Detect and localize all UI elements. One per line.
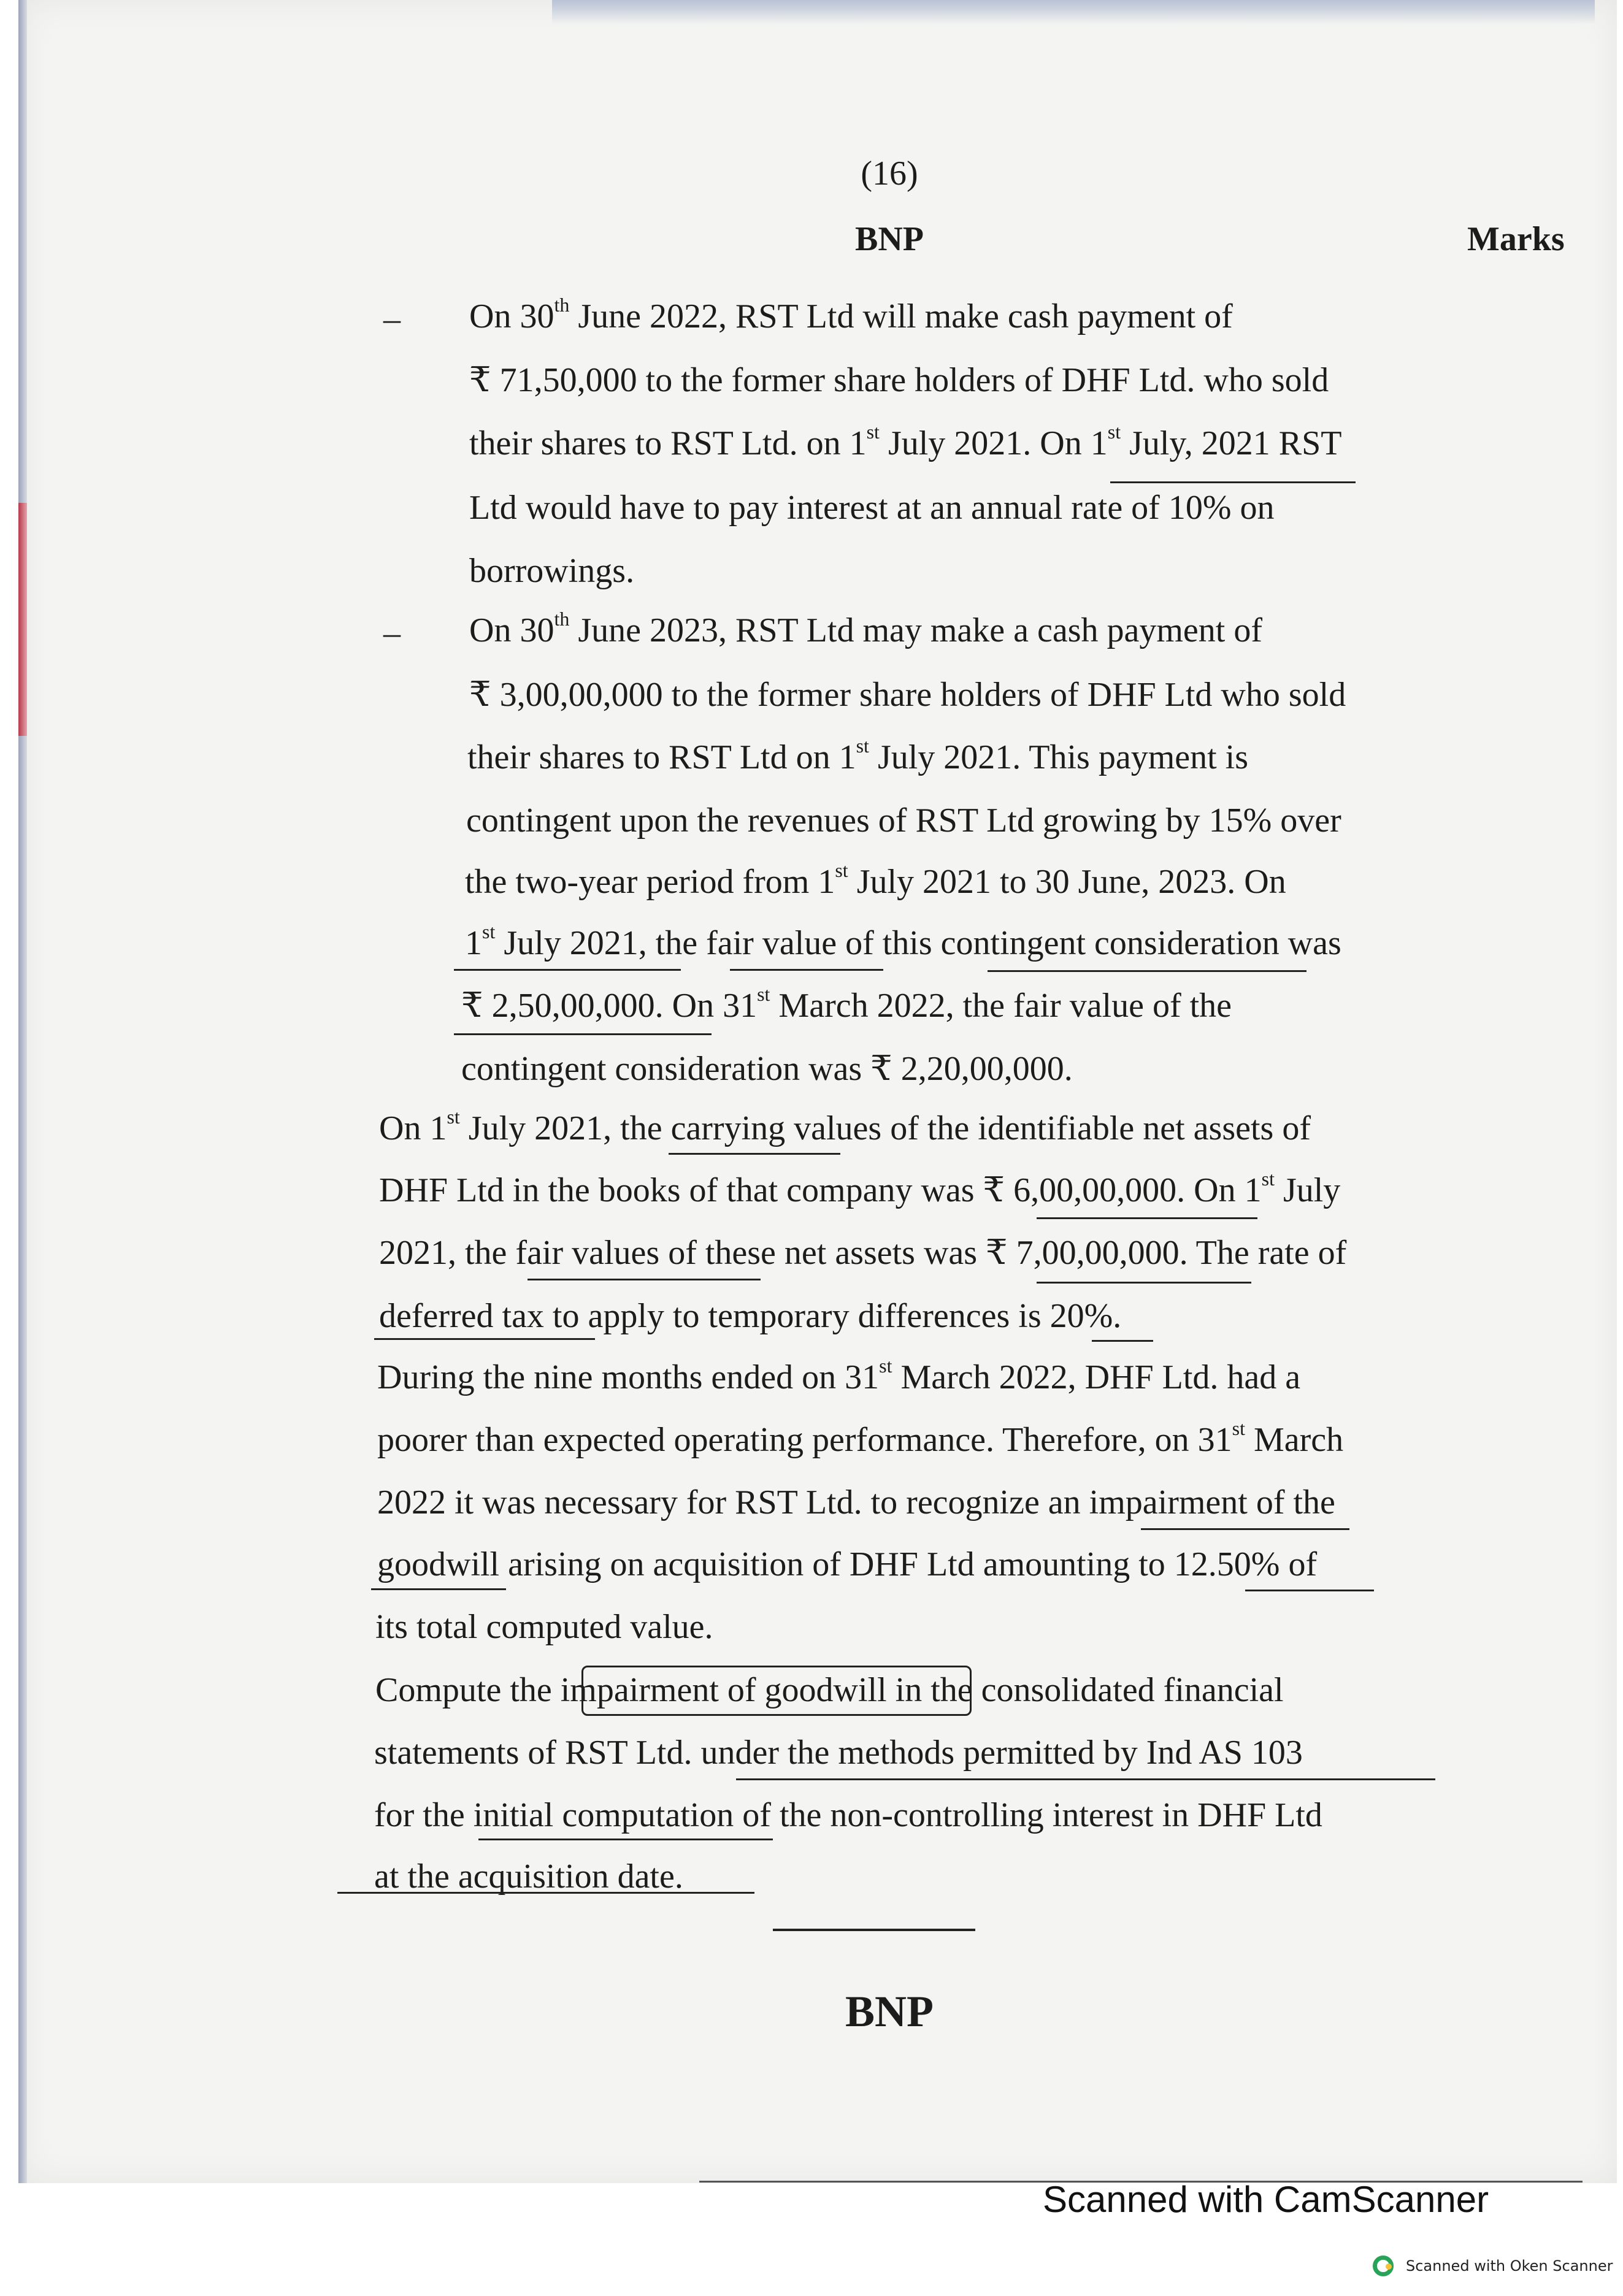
underline-1st-july [454,969,681,971]
underline-july-2021 [1110,481,1356,483]
bullet2-line3: their shares to RST Ltd on 1st July 2021. This payment is [467,735,1249,776]
underline-deferred-tax [374,1338,595,1340]
handwritten-box [581,1666,972,1716]
underline-impairment [1141,1528,1349,1530]
underline-methods-ind-as-103 [736,1778,1435,1780]
footer-code: BNP [845,1987,934,2036]
oken-logo-icon [1373,2256,1394,2276]
para1-line4: deferred tax to apply to temporary differences is 20%. [379,1297,1122,1335]
page-number: (16) [861,155,918,193]
header-code: BNP [855,220,924,258]
underline-20-percent [1092,1340,1153,1342]
underline-acquisition-date [337,1892,754,1894]
underline-contingent-consideration [988,970,1306,972]
bullet2-line6: 1st July 2021, the fair value of this contingent consideration was [465,920,1341,962]
para1-line3: 2021, the fair values of these net assets was ₹ 7,00,00,000. The rate of [379,1234,1347,1272]
bullet-dash-1: – [383,300,401,338]
footer-rule [773,1929,975,1931]
para1-line1: On 1st July 2021, the carrying values of the identifiable net assets of [379,1106,1311,1147]
underline-7-crore [1037,1282,1251,1284]
para3-line4: at the acquisition date. [374,1858,683,1896]
para3-line3: for the initial computation of the non-controlling interest in DHF Ltd [374,1796,1322,1834]
bullet2-line2: ₹ 3,00,00,000 to the former share holders of DHF Ltd who sold [469,676,1346,714]
underline-fair-values [528,1279,761,1280]
page-top-shadow [552,0,1595,25]
para1-line2: DHF Ltd in the books of that company was ₹ 6,00,00,000. On 1st July [379,1168,1341,1209]
bullet-dash-2: – [383,614,401,652]
para3-line2: statements of RST Ltd. under the methods permitted by Ind AS 103 [374,1734,1303,1772]
bullet2-line8: contingent consideration was ₹ 2,20,00,000. [461,1050,1073,1088]
marks-label: Marks [1467,220,1565,258]
camscanner-watermark: Scanned with CamScanner [1043,2179,1489,2220]
para2-line2: poorer than expected operating performance. Therefore, on 31st March [377,1417,1344,1459]
underline-12-50-percent [1245,1590,1374,1591]
boxed-impairment-of-goodwill: impairment of goodwill [560,1671,887,1709]
underline-6-crore [1037,1217,1257,1219]
para2-line5: its total computed value. [375,1608,713,1646]
bullet1-line4: Ltd would have to pay interest at an annual rate of 10% on [469,489,1275,527]
para2-line3: 2022 it was necessary for RST Ltd. to recognize an impairment of the [377,1483,1335,1521]
para2-line1: During the nine months ended on 31st March 2022, DHF Ltd. had a [377,1355,1301,1396]
underline-goodwill [371,1588,506,1590]
bullet1-line1: On 30th June 2022, RST Ltd will make cash payment of [469,294,1233,335]
oken-scanner-label: Scanned with Oken Scanner [1406,2257,1613,2275]
bullet1-line3: their shares to RST Ltd. on 1st July 2021. On 1st July, 2021 RST [469,421,1342,462]
bullet1-line2: ₹ 71,50,000 to the former share holders of DHF Ltd. who sold [469,361,1329,399]
underline-fair-value [730,969,883,971]
para3-line1: Compute the impairment of goodwill in the consolidated financial [375,1671,1284,1709]
bullet2-line7: ₹ 2,50,00,000. On 31st March 2022, the fair value of the [461,983,1232,1025]
underline-initial-computation [478,1839,773,1840]
underline-carrying [669,1153,840,1155]
bullet1-line5: borrowings. [469,552,635,590]
bullet2-line1: On 30th June 2023, RST Ltd may make a cash payment of [469,608,1262,649]
page-binding-edge [18,0,27,2183]
page-binding-red-strip [18,503,27,736]
para2-line4: goodwill arising on acquisition of DHF Ltd amounting to 12.50% of [377,1545,1318,1583]
oken-scanner-badge [1373,2256,1613,2276]
underline-amount-contingent [454,1033,712,1035]
bullet2-line4: contingent upon the revenues of RST Ltd growing by 15% over [466,802,1341,840]
bullet2-line5: the two-year period from 1st July 2021 to 30 June, 2023. On [465,859,1286,901]
